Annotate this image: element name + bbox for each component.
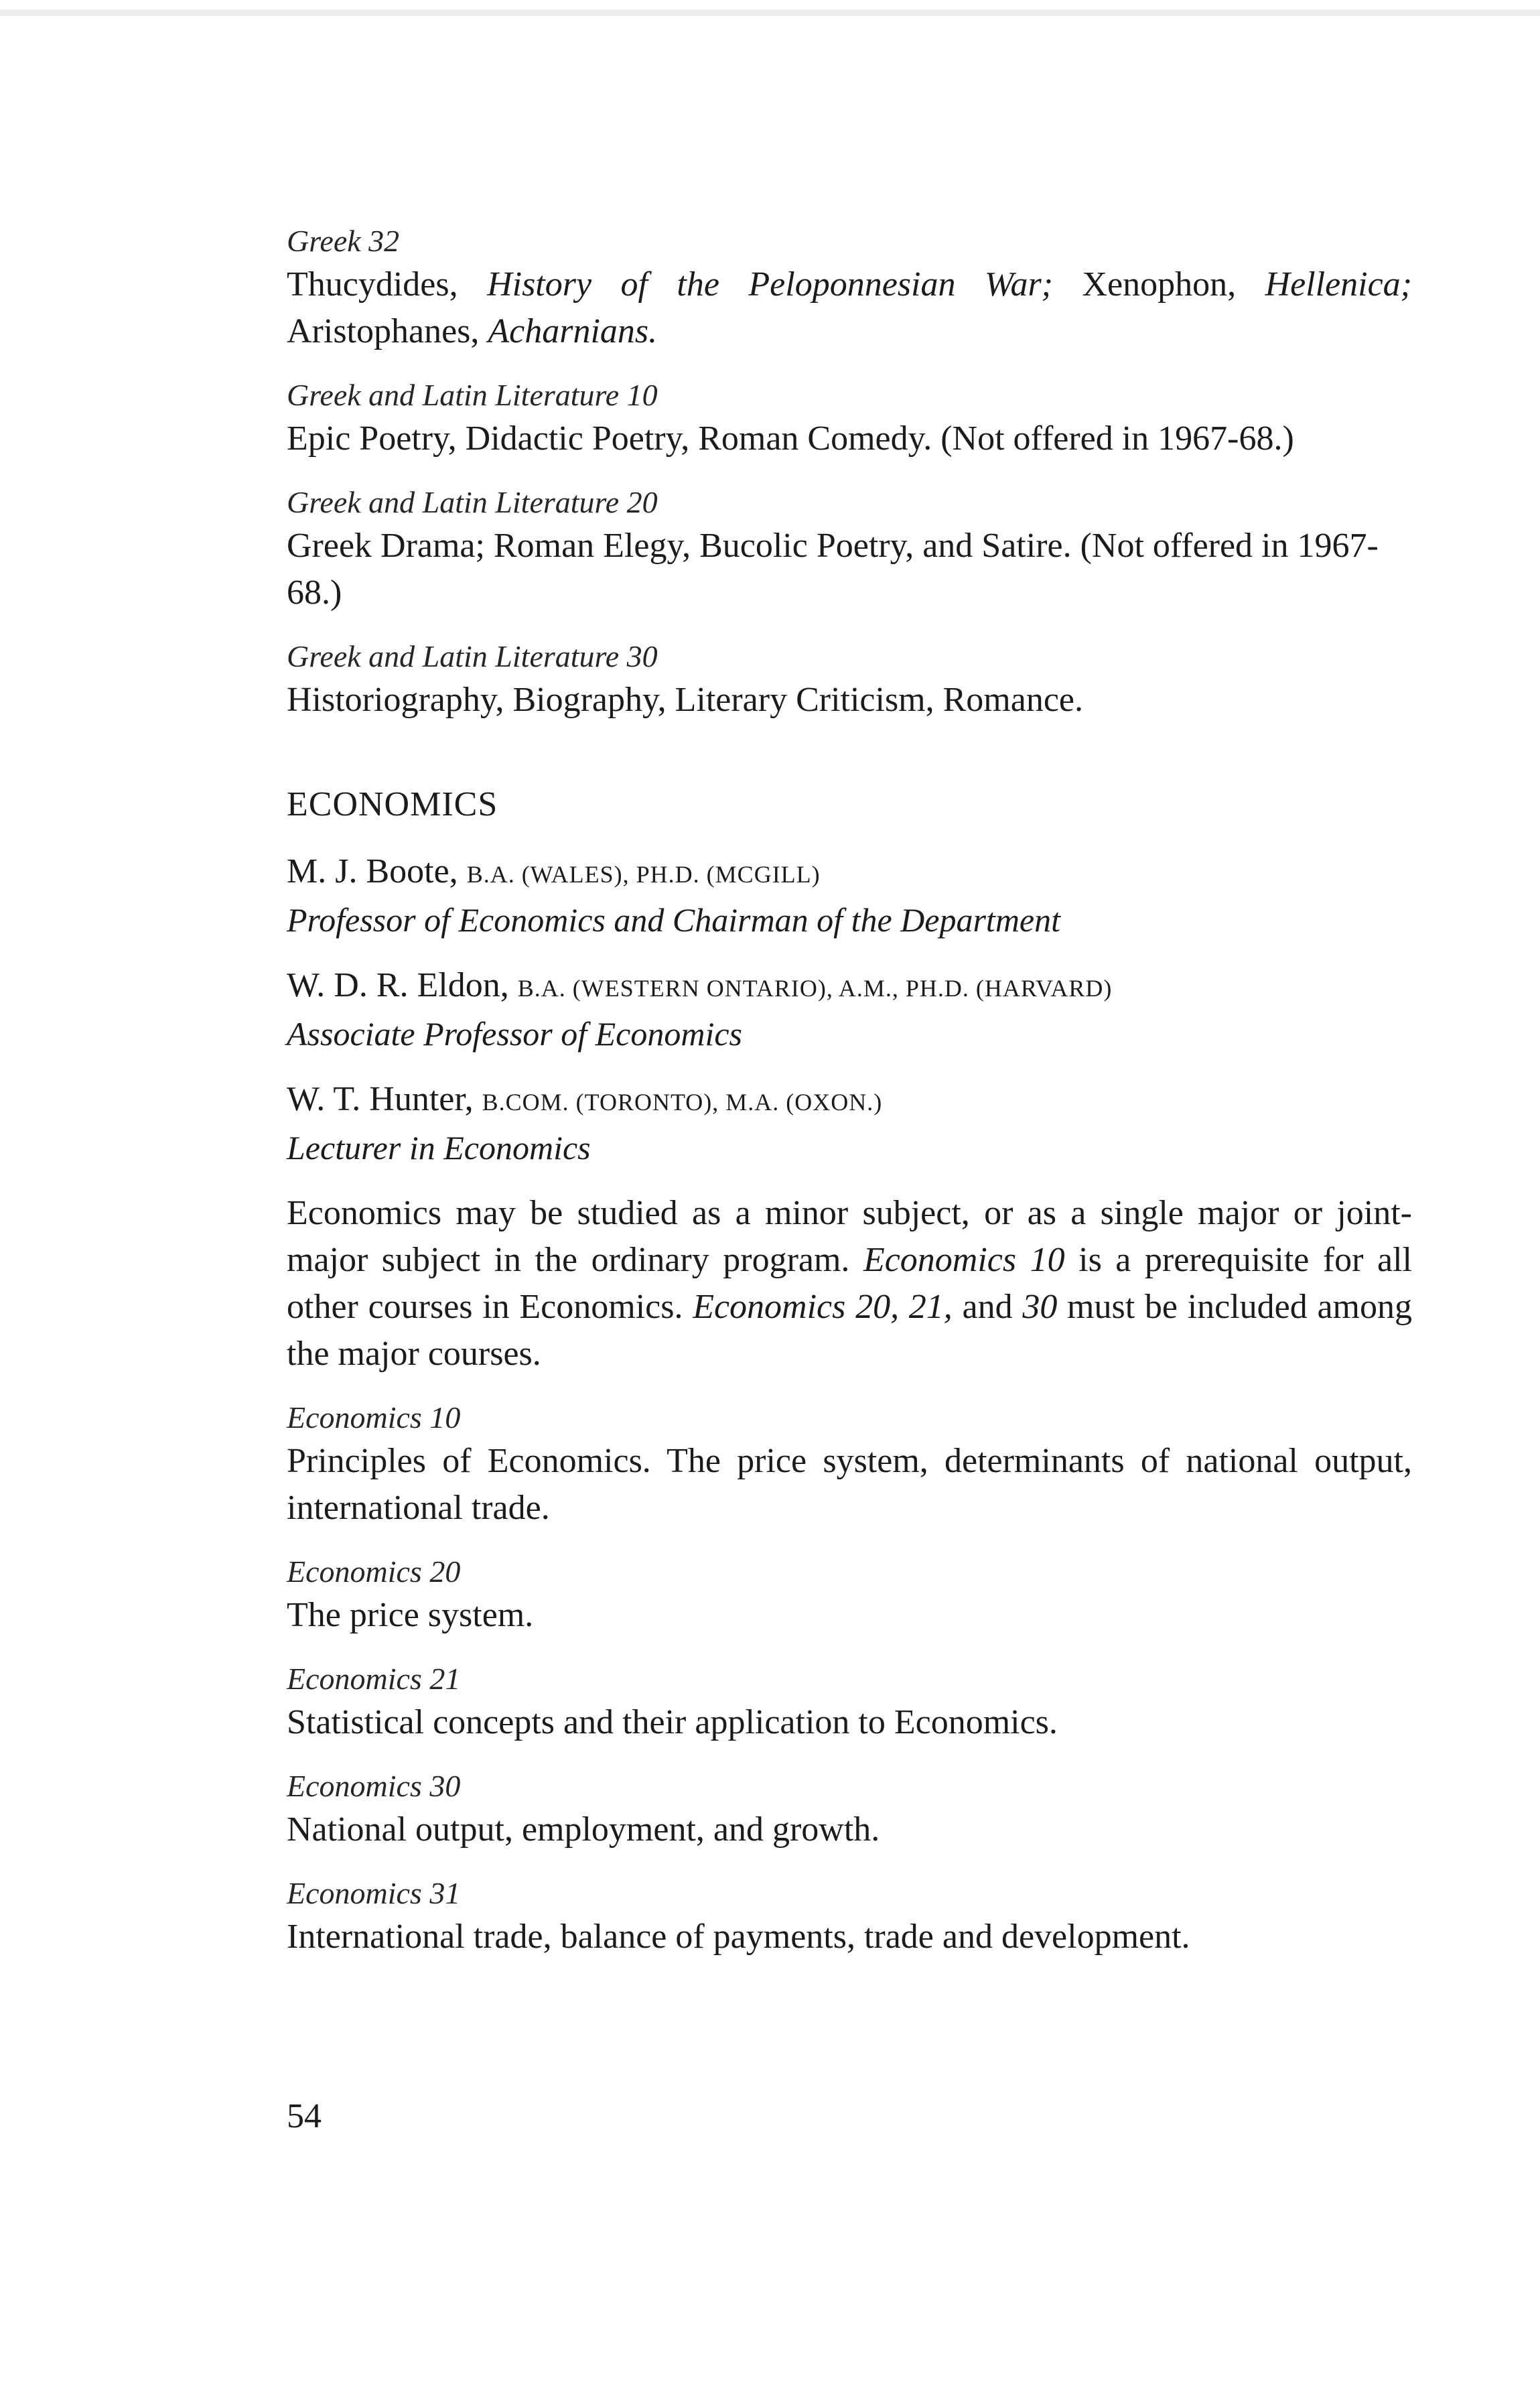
text-segment: and [952, 1288, 1023, 1326]
text-segment: is a prerequisite for all other courses in Economics. [287, 1241, 1412, 1326]
faculty-title: Associate Professor of Economics [287, 1015, 743, 1053]
section-title: ECONOMICS [287, 785, 498, 823]
course-greek-32 [287, 221, 1412, 355]
faculty-member [287, 848, 1412, 942]
course-economics-10 [287, 1398, 1412, 1532]
course-description: National output, employment, and growth. [287, 1810, 880, 1849]
scan-edge-rule [0, 9, 1540, 16]
course-description: International trade, balance of payments, trade and development. [287, 1918, 1190, 1956]
faculty-title: Professor of Economics and Chairman of the Department [287, 901, 1061, 939]
faculty-member [287, 962, 1412, 1056]
course-economics-31 [287, 1873, 1412, 1960]
course-description: Principles of Economics. The price system, determinants of national output, international trade. [287, 1442, 1412, 1527]
course-heading: Economics 30 [287, 1769, 461, 1803]
course-greek-latin-10 [287, 375, 1412, 462]
faculty-degrees: B.COM. (TORONTO), M.A. (OXON.) [482, 1089, 883, 1116]
text-segment: must be included among the major courses. [287, 1288, 1413, 1373]
course-heading: Greek and Latin Literature 30 [287, 639, 658, 673]
course-heading: Greek 32 [287, 224, 400, 258]
faculty-degrees: B.A. (WESTERN ONTARIO), A.M., PH.D. (HARVARD) [517, 975, 1113, 1002]
faculty-name: W. D. R. Eldon, [287, 966, 509, 1004]
faculty-degrees: B.A. (WALES), PH.D. (MCGILL) [466, 861, 821, 888]
course-heading: Economics 20 [287, 1554, 461, 1589]
faculty-name: M. J. Boote, [287, 852, 458, 890]
course-heading: Economics 21 [287, 1662, 461, 1696]
course-reference: 30 [1022, 1288, 1058, 1326]
greek-courses [287, 221, 1412, 724]
text-segment: Thucydides, [287, 265, 488, 304]
course-description: Statistical concepts and their application to Economics. [287, 1703, 1058, 1741]
course-description: The price system. [287, 1596, 534, 1634]
page-text [287, 221, 1412, 1960]
work-title: Hellenica; [1265, 265, 1412, 304]
course-description: Epic Poetry, Didactic Poetry, Roman Comedy. (Not offered in 1967-68.) [287, 419, 1294, 458]
course-heading: Greek and Latin Literature 20 [287, 485, 658, 519]
economics-section [287, 781, 1412, 1960]
economics-intro [287, 1190, 1412, 1378]
course-heading: Economics 31 [287, 1876, 461, 1910]
work-title: History of the Peloponnesian War; [487, 265, 1053, 304]
course-economics-21 [287, 1659, 1412, 1746]
course-reference: Economics 10 [863, 1241, 1065, 1279]
faculty-title: Lecturer in Economics [287, 1129, 591, 1166]
course-greek-latin-30 [287, 637, 1412, 724]
faculty-name: W. T. Hunter, [287, 1080, 474, 1118]
text-segment: Economics may be studied as a minor subject, or as a single major or joint-major subject in the ordinary program. [287, 1194, 1412, 1279]
course-description: Greek Drama; Roman Elegy, Bucolic Poetry, and Satire. (Not offered in 1967-68.) [287, 527, 1379, 612]
course-heading: Greek and Latin Literature 10 [287, 378, 658, 412]
course-economics-20 [287, 1552, 1412, 1639]
course-greek-latin-20 [287, 482, 1412, 616]
course-description [287, 261, 1412, 355]
faculty-member [287, 1076, 1412, 1170]
page-number: 54 [287, 2097, 322, 2135]
course-heading: Economics 10 [287, 1400, 461, 1434]
text-segment: Aristophanes, [287, 312, 488, 350]
text-segment: Xenophon, [1053, 265, 1265, 304]
course-description: Historiography, Biography, Literary Criticism, Romance. [287, 681, 1083, 719]
course-reference: Economics 20, 21, [693, 1288, 953, 1326]
work-title: Acharnians. [488, 312, 658, 350]
course-economics-30 [287, 1766, 1412, 1853]
